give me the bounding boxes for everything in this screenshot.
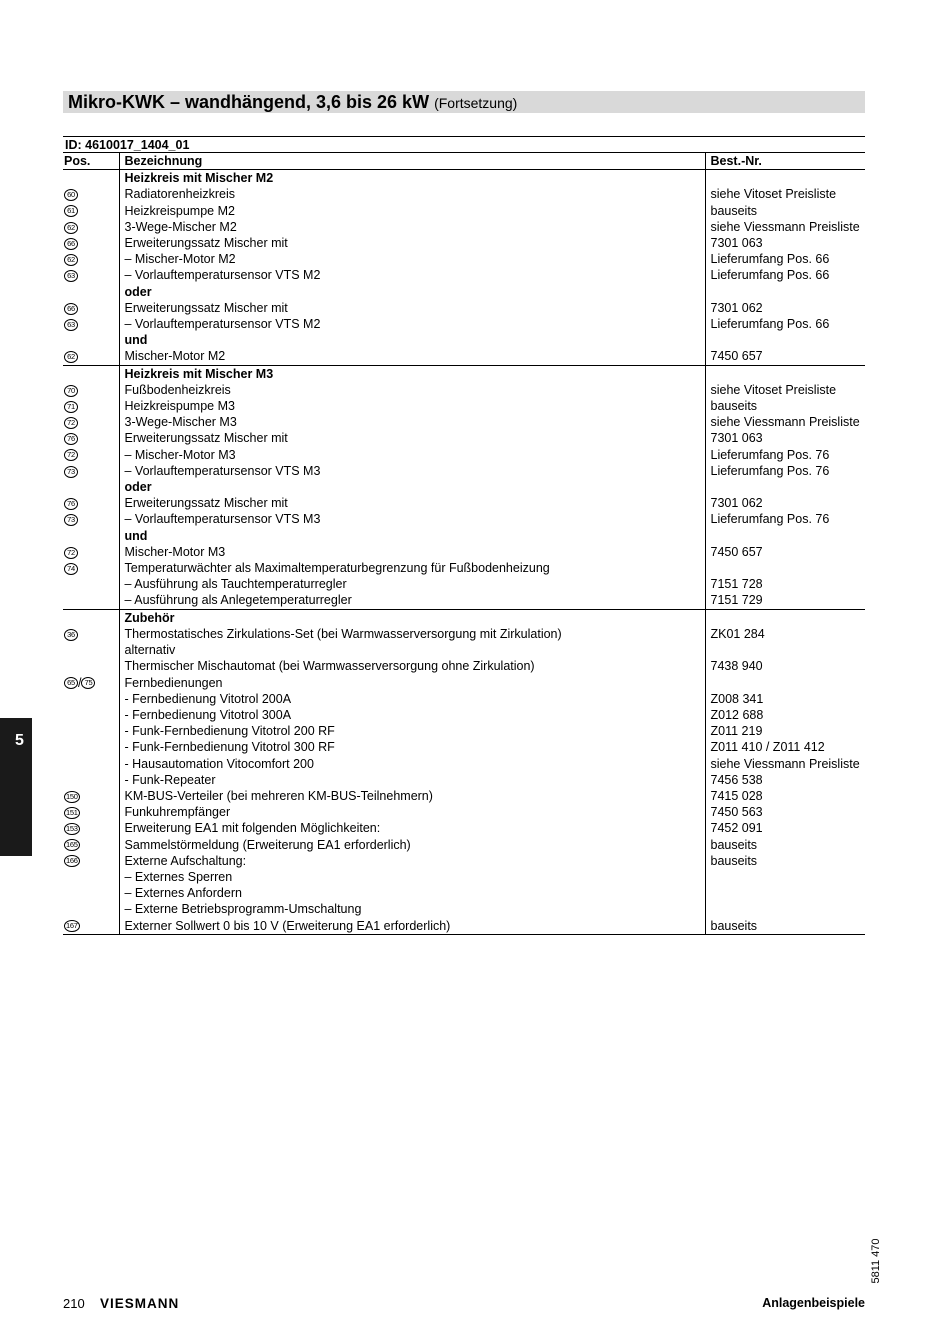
table-row (63, 348, 865, 365)
row-pos (63, 267, 119, 283)
row-pos (63, 463, 119, 479)
row-pos (63, 885, 119, 901)
table-row (63, 300, 865, 316)
row-order-number: 7450 563 (710, 805, 763, 820)
row-pos (63, 658, 119, 674)
row-order-number (705, 609, 865, 626)
row-order-number: 7301 062 (710, 300, 763, 315)
table-row (63, 626, 865, 642)
row-description: Thermischer Mischautomat (bei Warmwasserversorgung ohne Zirkulation) (119, 658, 705, 674)
table-id-line (63, 136, 865, 153)
row-pos (63, 251, 119, 267)
row-pos (63, 300, 119, 316)
footer-section-title: Anlagenbeispiele (762, 1296, 865, 1310)
row-description: - Hausautomation Vitocomfort 200 (119, 756, 705, 772)
table-row (63, 837, 865, 853)
row-description: – Vorlauftemperatursensor VTS M2 (119, 316, 705, 332)
page-title: Mikro-KWK – wandhängend, 3,6 bis 26 kW (Fortsetzung) (68, 92, 518, 112)
row-order-number: Z008 341 (710, 691, 764, 706)
row-description: Externe Aufschaltung: (119, 853, 705, 869)
chapter-number: 5 (15, 732, 24, 749)
position-number-badge: 70 (64, 385, 78, 397)
row-pos (63, 853, 119, 869)
table-row (63, 642, 865, 658)
row-description: Heizkreis mit Mischer M3 (119, 365, 705, 382)
row-description: – Mischer-Motor M2 (119, 251, 705, 267)
table-row (63, 414, 865, 430)
position-number-badge: 153 (66, 824, 78, 834)
row-pos (63, 203, 119, 219)
table-row (63, 675, 865, 691)
table-row (63, 382, 865, 398)
position-number-badge: 76 (64, 433, 78, 445)
table-row (63, 576, 865, 592)
table-row (63, 804, 865, 820)
row-order-number (705, 479, 865, 495)
row-description: Erweiterungssatz Mischer mit (119, 430, 705, 446)
row-pos (63, 609, 119, 626)
table-row (63, 284, 865, 300)
table-row (63, 170, 865, 187)
row-pos (63, 414, 119, 430)
row-order-number (705, 170, 865, 187)
row-description: oder (119, 284, 705, 300)
table-row (63, 332, 865, 348)
row-description: und (119, 528, 705, 544)
row-pos (63, 691, 119, 707)
row-pos (63, 219, 119, 235)
row-pos (63, 869, 119, 885)
row-pos (63, 626, 119, 642)
document-number: 5811 470 (870, 1238, 882, 1284)
row-description: 3-Wege-Mischer M3 (119, 414, 705, 430)
row-order-number: 7301 063 (710, 431, 763, 446)
row-pos (63, 804, 119, 820)
table-row (63, 707, 865, 723)
table-row (63, 918, 865, 935)
row-order-number (705, 560, 865, 576)
page-number: 210 (63, 1296, 85, 1311)
row-description: Sammelstörmeldung (Erweiterung EA1 erforderlich) (119, 837, 705, 853)
row-order-number (705, 528, 865, 544)
position-number-badge: 66 (64, 303, 78, 315)
table-row (63, 756, 865, 772)
position-number-badge: 72 (64, 547, 78, 559)
row-order-number: bauseits (710, 853, 758, 868)
table-row (63, 658, 865, 674)
row-description: KM-BUS-Verteiler (bei mehreren KM-BUS-Teilnehmern) (119, 788, 705, 804)
row-description: Heizkreis mit Mischer M2 (119, 170, 705, 187)
table-row (63, 219, 865, 235)
row-description: Thermostatisches Zirkulations-Set (bei Warmwasserversorgung mit Zirkulation) (119, 626, 705, 642)
row-pos (63, 901, 119, 917)
row-description: – Vorlauftemperatursensor VTS M3 (119, 463, 705, 479)
row-order-number: 7415 028 (710, 788, 763, 803)
position-number-badge: 166 (66, 856, 78, 866)
table-row (63, 365, 865, 382)
table-row (63, 495, 865, 511)
table-row (63, 788, 865, 804)
position-number-badge: 75 (81, 677, 95, 689)
position-number-badge: 62 (64, 351, 78, 363)
row-order-number: Lieferumfang Pos. 76 (710, 447, 830, 462)
position-number-badge: 73 (64, 466, 78, 478)
row-pos (63, 365, 119, 382)
position-number-badge: 151 (66, 807, 78, 817)
row-order-number: Lieferumfang Pos. 66 (710, 317, 830, 332)
row-order-number (705, 332, 865, 348)
table-row (63, 186, 865, 202)
position-number-badge: 62 (64, 254, 78, 266)
row-pos (63, 511, 119, 527)
row-order-number (705, 675, 865, 691)
row-pos (63, 348, 119, 365)
row-description: – Mischer-Motor M3 (119, 447, 705, 463)
col-header-pos: Pos. (63, 153, 119, 170)
row-order-number: 7450 657 (705, 348, 865, 365)
row-pos (63, 398, 119, 414)
row-description: Heizkreispumpe M3 (119, 398, 705, 414)
row-order-number: 7151 728 (710, 577, 763, 592)
position-number-badge: 72 (64, 417, 78, 429)
table-body (63, 170, 865, 935)
row-pos (63, 592, 119, 609)
table-row (63, 560, 865, 576)
row-description: Heizkreispumpe M2 (119, 203, 705, 219)
table-row (63, 251, 865, 267)
row-pos (63, 186, 119, 202)
row-pos (63, 642, 119, 658)
row-order-number: 7450 657 (710, 544, 763, 559)
table-row (63, 267, 865, 283)
table-row (63, 447, 865, 463)
row-order-number: bauseits (710, 203, 758, 218)
row-description: - Fernbedienung Vitotrol 300A (119, 707, 705, 723)
row-order-number: ZK01 284 (710, 626, 765, 641)
row-order-number (705, 642, 865, 658)
row-pos (63, 495, 119, 511)
table-row (63, 479, 865, 495)
table-row (63, 511, 865, 527)
position-number-badge: 167 (66, 921, 78, 931)
row-order-number: Z012 688 (710, 707, 764, 722)
table-row (63, 398, 865, 414)
row-order-number: Z011 219 (710, 724, 763, 739)
viessmann-logo: VIESMANN (100, 1296, 180, 1311)
row-pos (63, 528, 119, 544)
row-order-number: siehe Viessmann Preisliste (710, 219, 860, 234)
row-order-number: siehe Viessmann Preisliste (710, 756, 860, 771)
row-pos (63, 820, 119, 836)
position-number-badge: 61 (64, 205, 78, 217)
row-pos (63, 723, 119, 739)
title-bar (63, 91, 865, 113)
position-number-badge: 63 (64, 319, 78, 331)
row-order-number: Lieferumfang Pos. 76 (710, 463, 830, 478)
table-row (63, 528, 865, 544)
title-continuation: (Fortsetzung) (434, 95, 518, 111)
row-description: – Vorlauftemperatursensor VTS M2 (119, 267, 705, 283)
row-description: Fernbedienungen (119, 675, 705, 691)
row-pos (63, 382, 119, 398)
row-description: Erweiterung EA1 mit folgenden Möglichkeiten: (119, 820, 705, 836)
position-number-badge: 62 (64, 222, 78, 234)
row-order-number (705, 365, 865, 382)
row-description: Mischer-Motor M2 (119, 348, 705, 365)
table-row (63, 316, 865, 332)
parts-table (63, 152, 865, 935)
row-order-number: Lieferumfang Pos. 76 (710, 512, 830, 527)
row-description: – Externes Anfordern (119, 885, 705, 901)
position-number-badge: 150 (66, 791, 78, 801)
row-order-number: 7301 062 (710, 496, 763, 511)
table-row (63, 901, 865, 917)
table-row (63, 544, 865, 560)
row-order-number: 7151 729 (705, 592, 865, 609)
row-description: - Fernbedienung Vitotrol 200A (119, 691, 705, 707)
row-description: – Ausführung als Anlegetemperaturregler (119, 592, 705, 609)
table-id: ID: 4610017_1404_01 (65, 138, 190, 152)
row-description: – Vorlauftemperatursensor VTS M3 (119, 511, 705, 527)
position-number-badge: 72 (64, 449, 78, 461)
row-description: und (119, 332, 705, 348)
row-description: Funkuhrempfänger (119, 804, 705, 820)
table-row (63, 691, 865, 707)
row-description: – Externe Betriebsprogramm-Umschaltung (119, 901, 705, 917)
table-row (63, 592, 865, 609)
table-row (63, 609, 865, 626)
row-order-number: siehe Viessmann Preisliste (710, 415, 860, 430)
row-description: – Externes Sperren (119, 869, 705, 885)
col-header-nr: Best.-Nr. (705, 153, 865, 170)
row-order-number: bauseits (710, 399, 758, 414)
row-description: alternativ (119, 642, 705, 658)
row-pos (63, 447, 119, 463)
position-number-badge: 60 (64, 189, 78, 201)
row-description: Erweiterungssatz Mischer mit (119, 300, 705, 316)
table-row (63, 739, 865, 755)
chapter-tab (0, 718, 32, 856)
row-pos (63, 576, 119, 592)
row-order-number (705, 901, 865, 917)
row-pos (63, 170, 119, 187)
row-order-number: Lieferumfang Pos. 66 (710, 252, 830, 267)
row-description: - Funk-Fernbedienung Vitotrol 200 RF (119, 723, 705, 739)
row-description: oder (119, 479, 705, 495)
table-row (63, 772, 865, 788)
table-row (63, 723, 865, 739)
col-header-desc: Bezeichnung (119, 153, 705, 170)
row-description: Radiatorenheizkreis (119, 186, 705, 202)
row-pos (63, 544, 119, 560)
row-description: – Ausführung als Tauchtemperaturregler (119, 576, 705, 592)
row-order-number: Z011 410 / Z011 412 (710, 740, 825, 755)
row-description: Externer Sollwert 0 bis 10 V (Erweiterung EA1 erforderlich) (119, 918, 705, 935)
position-number-badge: 74 (64, 563, 78, 575)
row-order-number: siehe Vitoset Preisliste (710, 187, 837, 202)
row-pos (63, 316, 119, 332)
row-pos (63, 235, 119, 251)
row-order-number: 7456 538 (710, 772, 763, 787)
position-number-badge: 73 (64, 514, 78, 526)
row-pos (63, 560, 119, 576)
row-order-number (705, 885, 865, 901)
row-description: Erweiterungssatz Mischer mit (119, 495, 705, 511)
row-order-number: bauseits (705, 918, 865, 935)
row-pos (63, 788, 119, 804)
row-order-number (705, 284, 865, 300)
table-row (63, 820, 865, 836)
row-description: Temperaturwächter als Maximaltemperaturbegrenzung für Fußbodenheizung (119, 560, 705, 576)
row-order-number: 7301 063 (710, 236, 763, 251)
table-header-row (63, 153, 865, 170)
row-description: - Funk-Fernbedienung Vitotrol 300 RF (119, 739, 705, 755)
row-description: Mischer-Motor M3 (119, 544, 705, 560)
row-description: Fußbodenheizkreis (119, 382, 705, 398)
row-pos (63, 837, 119, 853)
row-order-number: Lieferumfang Pos. 66 (710, 268, 830, 283)
row-pos (63, 707, 119, 723)
row-order-number: 7452 091 (710, 821, 763, 836)
table-row (63, 235, 865, 251)
row-pos (63, 772, 119, 788)
position-number-badge: 76 (64, 498, 78, 510)
row-pos (63, 430, 119, 446)
row-order-number: siehe Vitoset Preisliste (710, 382, 837, 397)
row-order-number: bauseits (710, 837, 758, 852)
position-number-badge: 63 (64, 270, 78, 282)
position-number-badge: 65 (64, 677, 78, 689)
table-row (63, 853, 865, 869)
table-row (63, 869, 865, 885)
row-order-number (705, 869, 865, 885)
row-pos (63, 739, 119, 755)
table-row (63, 885, 865, 901)
table-row (63, 430, 865, 446)
position-number-badge: 165 (66, 840, 78, 850)
row-pos: 65 / 75 (63, 675, 119, 691)
row-description: 3-Wege-Mischer M2 (119, 219, 705, 235)
row-order-number: 7438 940 (710, 659, 763, 674)
table-row (63, 203, 865, 219)
row-pos (63, 332, 119, 348)
row-pos (63, 756, 119, 772)
position-number-badge: 71 (64, 401, 78, 413)
row-description: - Funk-Repeater (119, 772, 705, 788)
row-pos (63, 479, 119, 495)
row-description: Erweiterungssatz Mischer mit (119, 235, 705, 251)
row-description: Zubehör (119, 609, 705, 626)
position-number-badge: 36 (64, 629, 78, 641)
position-number-badge: 66 (64, 238, 78, 250)
row-pos (63, 284, 119, 300)
table-row (63, 463, 865, 479)
row-pos (63, 918, 119, 935)
